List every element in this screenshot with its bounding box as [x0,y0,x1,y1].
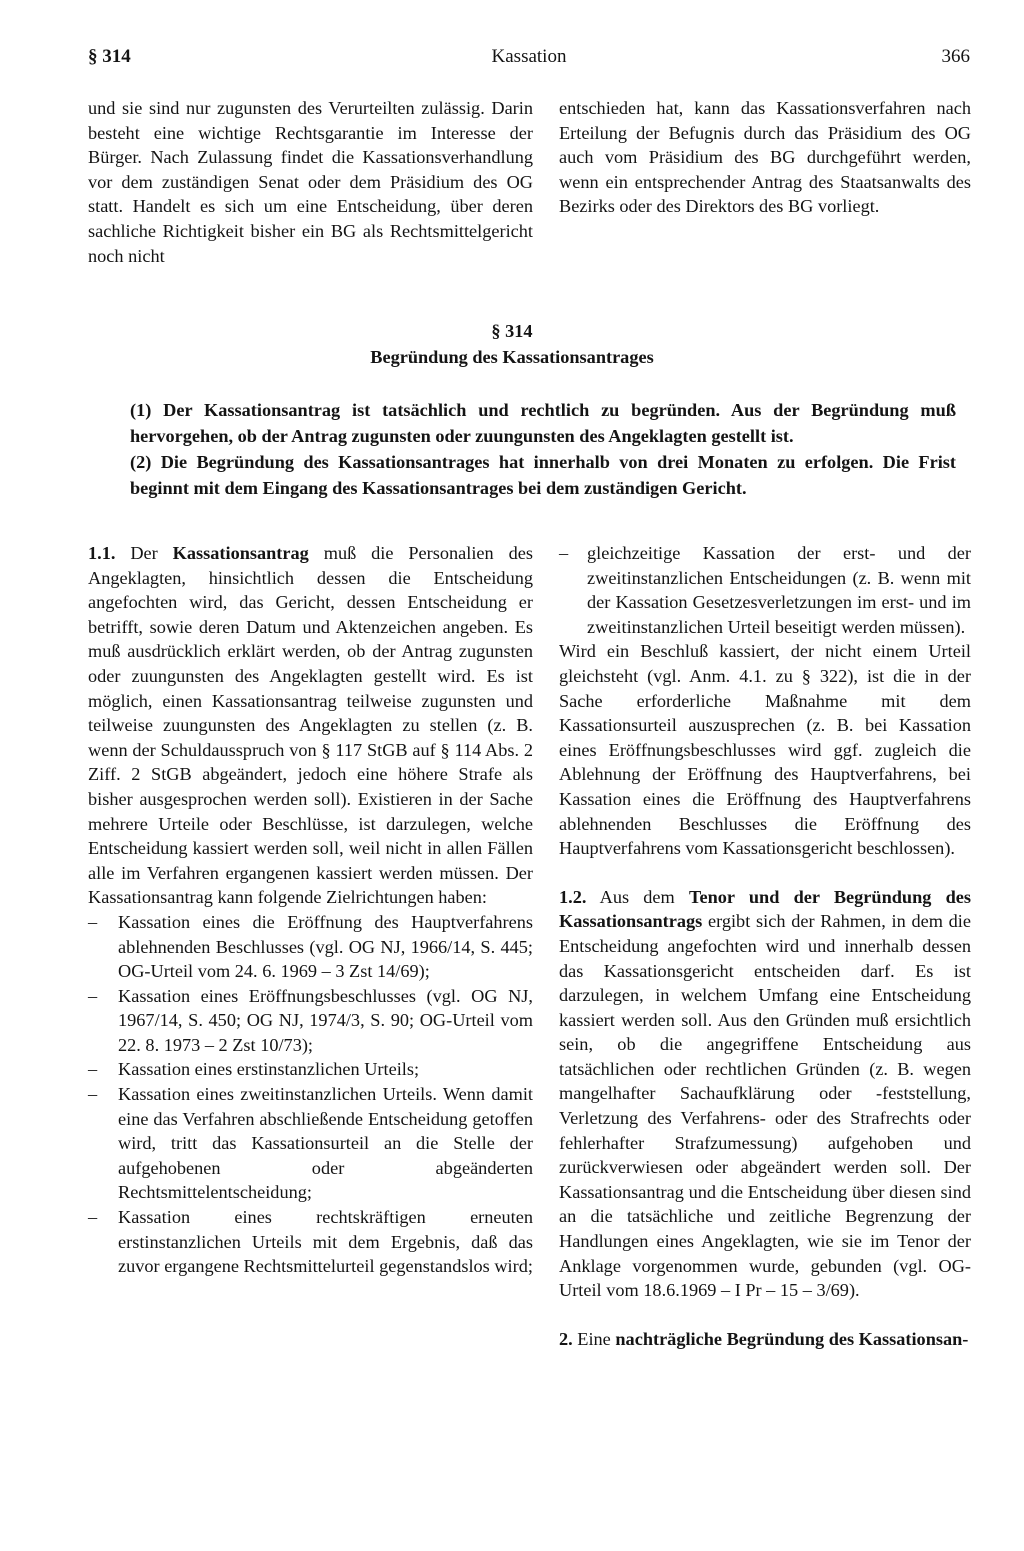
statute-paragraph-1: (1) Der Kassationsantrag ist tatsächlich und rechtlich zu begründen. Aus der Begründung muß hervorgehen, ob der Antrag zugunsten oder zuungunsten des Angeklagten gestellt ist. [130,400,956,446]
page-header [88,46,970,76]
commentary-left-column [88,541,533,1279]
note-2-pre: Eine [577,1328,611,1349]
note-2 [559,1327,971,1352]
list-item: – Kassation eines erstinstanzlichen Urteils; [88,1057,533,1082]
beschluss-paragraph: Wird ein Beschluß kassiert, der nicht einem Urteil gleichsteht (vgl. Anm. 4.1. zu § 322), ist die in der Sache erforderliche Maßnahme mit dem Kassationsurteil auszusprechen (z. B. bei Kassation eines Eröffnungsbeschlusses wird ggf. zugleich die Ablehnung der Eröffnung des Hauptverfahrens, bei Kassation eines die Eröffnung des Hauptverfahrens ablehnenden Beschlusses die Eröffnung des Hauptverfahrens vom Kassationsgericht beschlossen). [559,641,971,859]
section-heading [88,318,936,370]
note-1-2-term: Tenor und der Begründung des Kassationsantrags [559,886,971,932]
statute-text [130,397,956,501]
note-1-1 [88,541,533,910]
intro-left-paragraph: und sie sind nur zugunsten des Verurteilten zulässig. Darin besteht eine wichtige Rechtsgarantie im Interesse der Bürger. Nach Zulassung findet die Kassationsverhandlung vor dem zuständigen Senat oder dem Präsidium des OG statt. Handelt es sich um eine Entscheidung, über deren sachliche Richtigkeit bisher ein BG als Rechtsmittelgericht noch nicht [88,98,533,266]
intro-right-column [559,96,971,219]
note-1-1-pre: Der [130,543,158,563]
intro-left-column [88,96,533,268]
list-item: – Kassation eines Eröffnungsbeschlusses (vgl. OG NJ, 1967/14, S. 450; OG NJ, 1974/3, S. 90; OG-Urteil vom 22. 8. 1973 – 2 Zst 10/73); [88,984,533,1058]
section-title: Begründung des Kassationsantrages [370,347,654,367]
note-2-number: 2. [559,1328,573,1349]
note-1-1-number: 1.1. [88,543,116,563]
note-2-term: nachträgliche Begründung des Kassationsan- [615,1328,969,1349]
note-1-2-number: 1.2. [559,886,587,907]
note-1-1-text: muß die Personalien des Angeklagten, hinsichtlich dessen die Entscheidung angefochten wird, das Gericht, dessen Entscheidung er betrifft, sowie deren Datum und Aktenzeichen angeben. Es muß ausdrücklich erklärt werden, ob der Antrag zugunsten oder zuungunsten des Angeklagten gestellt wird. Es ist möglich, einen Kassationsantrag teilweise zugunsten und teilweise zuungunsten des Angeklagten zu stellen (z. B. wenn der Schuldausspruch von § 117 StGB auf § 114 Abs. 2 Ziff. 2 StGB abgeändert, jedoch eine höhere Strafe als bisher ausgesprochen werden soll). Existieren in der Sache mehrere Urteile oder Beschlüsse, ist darzulegen, welche Entscheidung kassiert werden soll, weil nicht in allen Fällen alle im Verfahren ergangenen kassiert werden müssen. Der Kassationsantrag kann folgende Zielrichtungen haben: [88,543,533,908]
note-1-2-pre: Aus dem [599,886,675,907]
list-item: – Kassation eines die Eröffnung des Hauptverfahrens ablehnenden Beschlusses (vgl. OG NJ, 1966/14, S. 445; OG-Urteil vom 24. 6. 1969 – 3 Zst 14/69); [88,910,533,984]
header-title: Kassation [491,46,567,67]
header-page-number: 366 [941,46,970,67]
objectives-list-continued [559,541,971,639]
list-item: – Kassation eines rechtskräftigen erneuten erstinstanzlichen Urteils mit dem Ergebnis, daß das zuvor ergangene Rechtsmittelurteil gegenstandslos wird; [88,1205,533,1279]
header-section-number: § 314 [88,46,131,67]
objectives-list [88,910,533,1279]
statute-paragraph-2: (2) Die Begründung des Kassationsantrages hat innerhalb von drei Monaten zu erfolgen. Die Frist beginnt mit dem Eingang des Kassationsantrages bei dem zuständigen Gericht. [130,452,956,498]
note-1-2 [559,885,971,1303]
list-item: – Kassation eines zweitinstanzlichen Urteils. Wenn damit eine das Verfahren abschließende Entscheidung getoffen wird, tritt das Kassationsurteil an die Stelle der aufgehobenen oder abgeänderten Rechtsmittelentscheidung; [88,1082,533,1205]
list-item: – gleichzeitige Kassation der erst- und der zweitinstanzlichen Entscheidungen (z. B. wenn mit der Kassation Gesetzesverletzungen im erst- und im zweitinstanzlichen Urteil beseitigt werden müssen). [559,541,971,639]
note-1-1-term: Kassationsantrag [172,543,309,563]
commentary-right-column [559,541,971,1351]
note-1-2-text: ergibt sich der Rahmen, in dem die Entscheidung angefochten wird und innerhalb dessen das Kassationsgericht entscheiden darf. Es ist darzulegen, in welchem Umfang eine Entscheidung kassiert werden soll. Aus den Gründen muß ersichtlich sein, ob die angegriffene Entscheidung aus tatsächlichen oder rechtlichen Gründen (z. B. wegen mangelhafter Sachaufklärung oder -feststellung, Verletzung des Verfahrens- oder des Strafrechts oder fehlerhafter Strafzumessung) aufgehoben und zurückverwiesen oder abgeändert werden soll. Der Kassationsantrag und die Entscheidung über diesen sind an die tatsächliche und zeitliche Begrenzung der Handlungen eines Angeklagten, wie sie im Tenor der Anklage vorgenommen wurde, gebunden (vgl. OG-Urteil vom 18.6.1969 – I Pr – 15 – 3/69). [559,911,971,1301]
intro-right-paragraph: entschieden hat, kann das Kassationsverfahren nach Erteilung der Befugnis durch das Präsidium des OG auch vom Präsidium des BG durchgeführt werden, wenn ein entsprechender Antrag des Staatsanwalts des Bezirks oder des Direktors des BG vorliegt. [559,98,971,217]
section-number: § 314 [491,321,533,341]
